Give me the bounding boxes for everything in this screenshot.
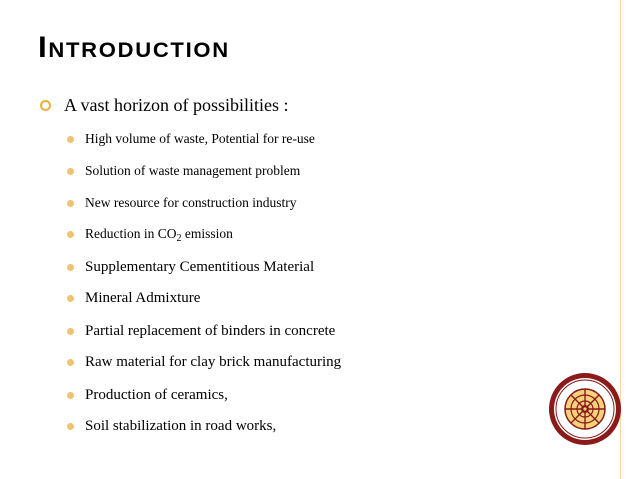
sub-bullet-dot-icon	[67, 423, 74, 430]
sub-bullet	[67, 223, 233, 245]
sub-bullet-dot-icon	[67, 231, 74, 238]
sub-bullet-text: Mineral Admixture	[85, 289, 201, 306]
sub-bullet-dot-icon	[67, 136, 74, 143]
bullet-ring-icon	[40, 100, 51, 111]
sub-bullet-dot-icon	[67, 264, 74, 271]
sub-bullet-text-part: Reduction in CO	[85, 226, 177, 241]
sub-bullet	[67, 287, 200, 309]
sub-bullet	[67, 256, 314, 278]
sub-bullet-text: New resource for construction industry	[85, 195, 297, 210]
sub-bullet	[67, 160, 300, 182]
sub-bullet-dot-icon	[67, 168, 74, 175]
bullet-text: A vast horizon of possibilities :	[64, 94, 289, 115]
sub-bullet-dot-icon	[67, 328, 74, 335]
sub-bullet-text-part: emission	[181, 226, 233, 241]
sub-bullet-text: Supplementary Cementitious Material	[85, 258, 315, 275]
institute-emblem-icon	[548, 372, 622, 446]
sub-bullet-text: Production of ceramics,	[85, 386, 228, 403]
sub-bullet-dot-icon	[67, 295, 74, 302]
sub-bullet-text	[85, 226, 233, 242]
sub-bullet-dot-icon	[67, 392, 74, 399]
sub-bullet	[67, 128, 315, 150]
sub-bullet-text: Soil stabilization in road works,	[85, 417, 277, 434]
sub-bullet	[67, 192, 296, 214]
sub-bullet	[67, 320, 335, 342]
slide-title: Introduction	[38, 31, 230, 64]
sub-bullet	[67, 351, 341, 373]
sub-bullet-text: Partial replacement of binders in concrete	[85, 322, 336, 339]
sub-bullet-dot-icon	[67, 200, 74, 207]
sub-bullet	[67, 415, 276, 437]
subscript-text: 2	[176, 233, 182, 244]
sub-bullet-dot-icon	[67, 359, 74, 366]
sub-bullet-text: Raw material for clay brick manufacturing	[85, 353, 342, 370]
sub-bullet	[67, 384, 228, 406]
sub-bullet-text: High volume of waste, Potential for re-use	[85, 131, 315, 146]
bullet-level1	[38, 94, 289, 116]
sub-bullet-text: Solution of waste management problem	[85, 163, 301, 178]
